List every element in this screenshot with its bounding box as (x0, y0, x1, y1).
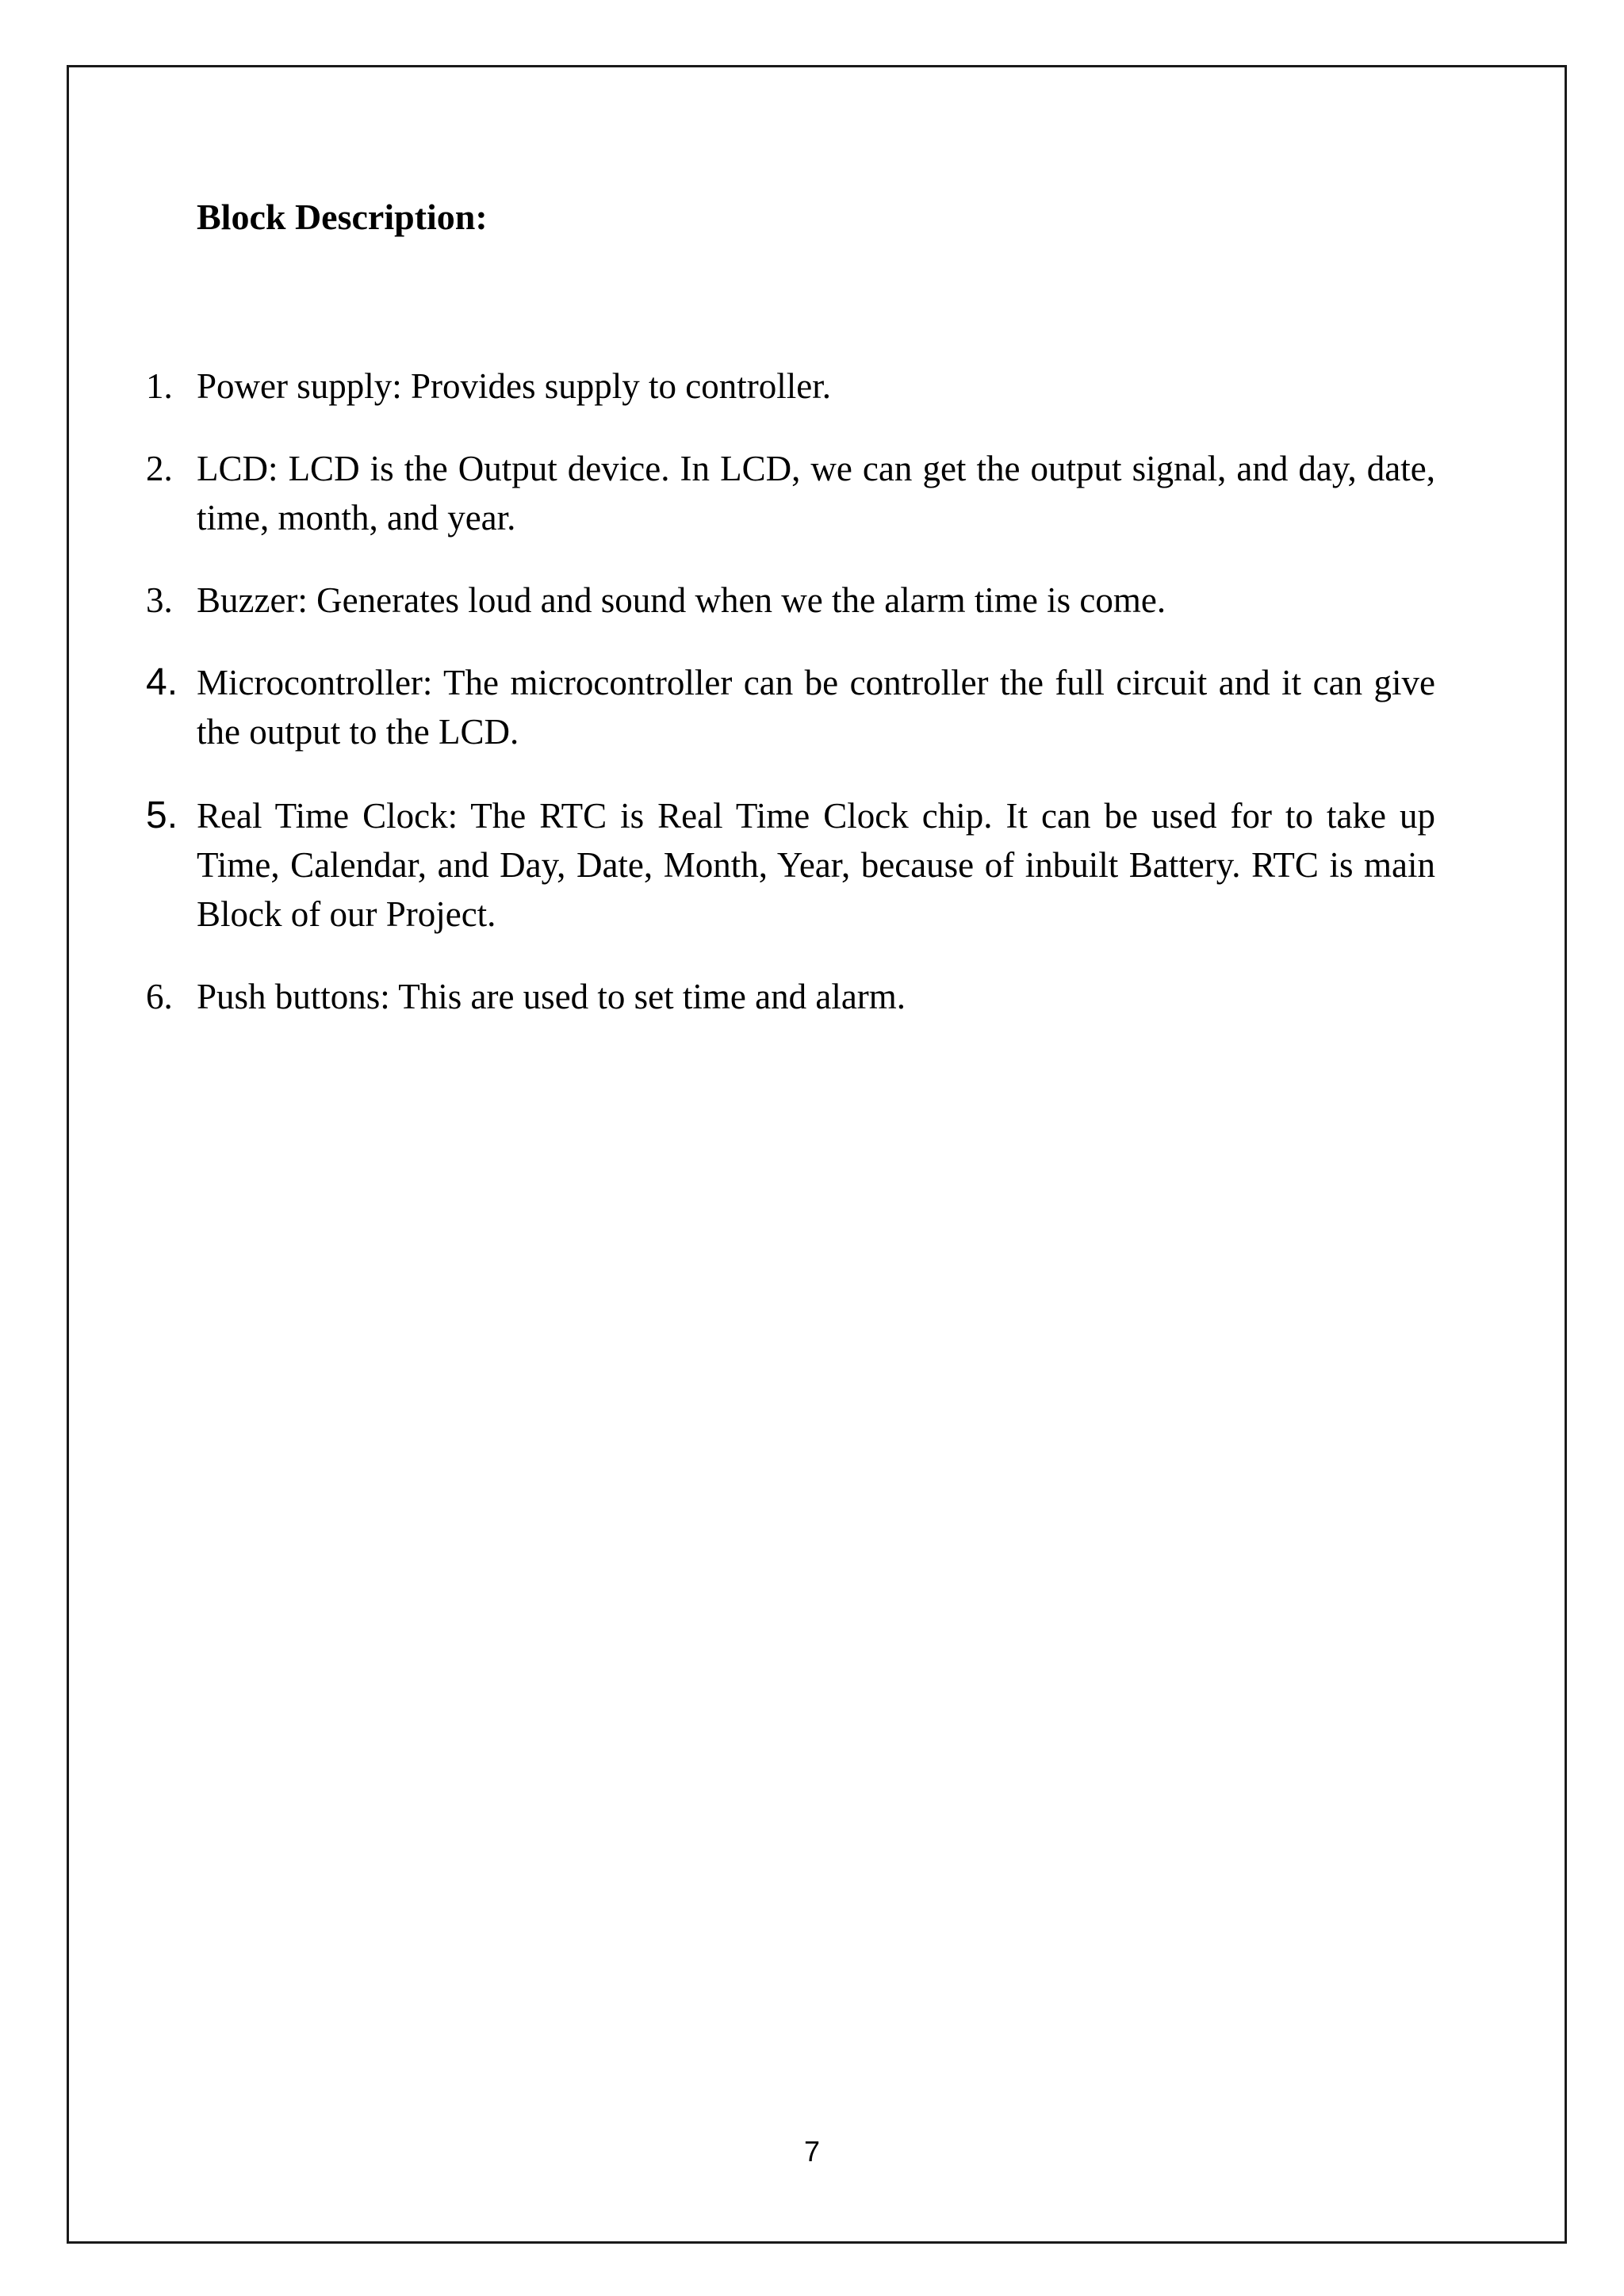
list-item-number: 1. (146, 366, 173, 406)
list-item (146, 658, 1435, 756)
list-item-number: 2. (146, 449, 173, 488)
list-item (146, 972, 1435, 1021)
list-item-text: Buzzer: Generates loud and sound when we the alarm time is come. (197, 580, 1166, 620)
list-item-number: 3. (146, 580, 173, 620)
list-item-number: 5. (146, 794, 178, 836)
list-item (146, 444, 1435, 542)
page-number: 7 (803, 2135, 821, 2168)
list-item (146, 791, 1435, 939)
list-item-text: Push buttons: This are used to set time and alarm. (197, 977, 906, 1016)
list-item-text: Microcontroller: The microcontroller can be controller the full circuit and it can give the output to the LCD. (197, 663, 1435, 752)
list-item-number: 4. (146, 661, 178, 703)
list-item-text: Power supply: Provides supply to controller. (197, 366, 831, 406)
block-description-list (146, 362, 1435, 1021)
list-item-number: 6. (146, 977, 173, 1016)
list-item (146, 576, 1435, 625)
page-heading: Block Description: (197, 197, 488, 237)
list-item-text: LCD: LCD is the Output device. In LCD, we can get the output signal, and day, date, time, month, and year. (197, 449, 1435, 538)
list-item-text: Real Time Clock: The RTC is Real Time Clock chip. It can be used for to take up Time, Calendar, and Day, Date, Month, Year, because of inbuilt Battery. RTC is main Block of our Project. (197, 796, 1435, 934)
list-item (146, 362, 1435, 411)
